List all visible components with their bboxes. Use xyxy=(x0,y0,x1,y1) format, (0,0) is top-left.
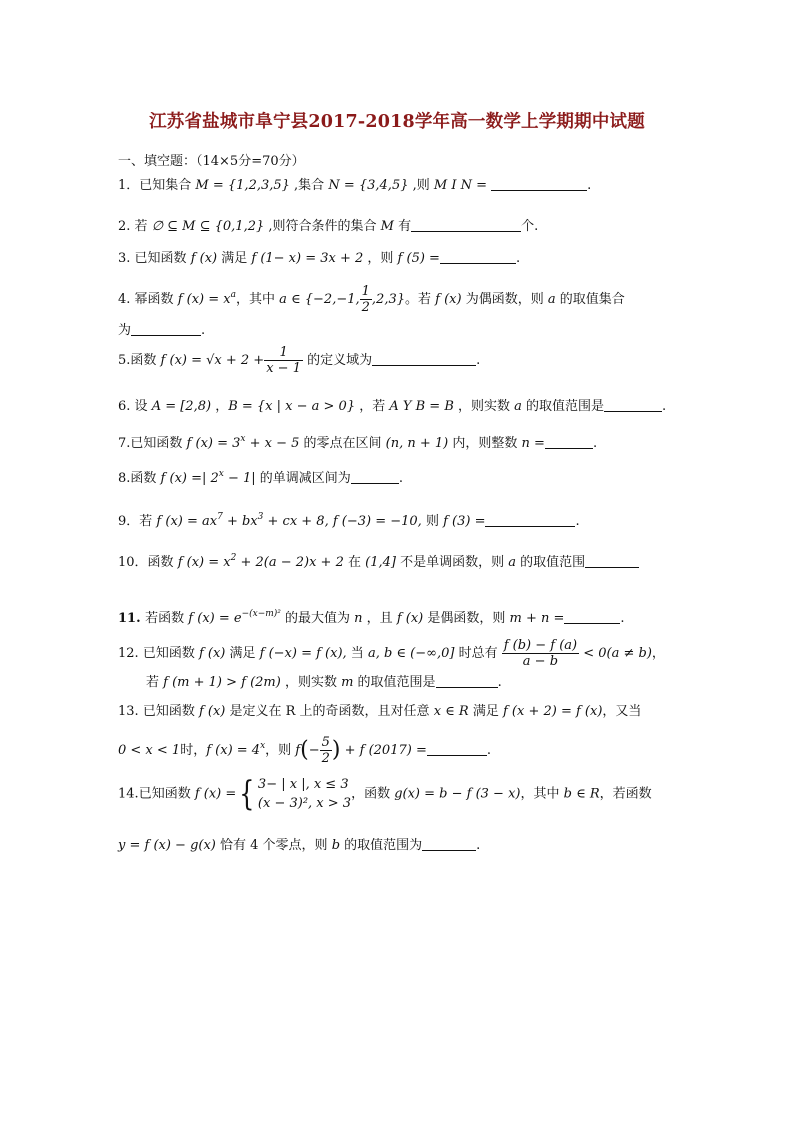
question-1 xyxy=(118,178,591,194)
text: 的最大值为 xyxy=(280,611,355,626)
text: 当 xyxy=(346,646,368,661)
piecewise-cases xyxy=(258,775,351,813)
text: 已知集合 xyxy=(139,178,196,193)
answer-blank[interactable] xyxy=(351,471,399,484)
math: + cx + 8, f (−3) = −10, xyxy=(263,514,422,529)
question-12-line-2 xyxy=(146,675,502,691)
text: . xyxy=(476,353,481,368)
text: . xyxy=(587,178,592,193)
question-5 xyxy=(118,345,480,376)
math: A = [2,8) xyxy=(151,399,212,414)
math: f (m + 1) > f (2m) xyxy=(163,675,281,690)
superscript: x xyxy=(218,469,224,479)
math: f (1− x) = 3x + 2 xyxy=(251,251,364,266)
question-number: 11. xyxy=(118,611,146,626)
text: . xyxy=(398,471,403,486)
text: 设 xyxy=(134,399,152,414)
math: b xyxy=(331,838,341,853)
text: 已知函数 xyxy=(138,786,195,802)
text: ，则 xyxy=(363,251,398,266)
superscript: x xyxy=(260,741,266,751)
text: 已知函数 xyxy=(142,646,199,661)
text: ，则实数 xyxy=(280,675,342,690)
text: 的取值范围为 xyxy=(340,838,423,853)
math: f (x) xyxy=(190,251,218,266)
answer-blank[interactable] xyxy=(440,251,516,264)
text: 函数 xyxy=(130,353,161,368)
answer-blank[interactable] xyxy=(564,611,620,624)
text: 是偶函数，则 xyxy=(423,611,510,626)
text: 有 xyxy=(393,219,412,234)
superscript: 2 xyxy=(230,553,237,563)
math: f (3) = xyxy=(443,514,486,529)
text: 内，则整数 xyxy=(448,436,522,451)
superscript: 7 xyxy=(217,512,223,522)
text: 函数 xyxy=(130,471,161,486)
answer-blank[interactable] xyxy=(411,219,521,232)
math: + f (2017) = xyxy=(340,743,427,758)
fraction-numerator: 5 xyxy=(321,735,330,750)
question-6 xyxy=(118,399,666,415)
fraction-numerator: 1 xyxy=(361,284,370,299)
question-number: 6. xyxy=(118,399,135,414)
text: 已知函数 xyxy=(134,251,191,266)
math: n = xyxy=(521,436,545,451)
fraction-denominator: 2 xyxy=(321,751,330,766)
math: y = f (x) − g(x) xyxy=(118,838,216,853)
math: b ∈ R xyxy=(563,786,600,802)
question-number: 2. xyxy=(118,219,135,234)
question-10 xyxy=(118,550,639,571)
answer-blank[interactable] xyxy=(372,353,476,366)
question-13-line-2 xyxy=(118,735,491,766)
math: N = {3,4,5} xyxy=(328,178,409,193)
math: f (x) = x xyxy=(177,292,231,307)
text: ,则符合条件的集合 xyxy=(264,219,381,234)
text: 的单调减区间为 xyxy=(255,471,351,486)
text: . xyxy=(201,323,206,338)
math: f (x) = e xyxy=(188,611,242,626)
question-number: 1． xyxy=(118,178,140,193)
text: 若函数 xyxy=(145,611,189,626)
math: M xyxy=(380,219,394,234)
math: ∅ ⊆ M ⊆ {0,1,2} xyxy=(151,219,265,234)
text: ， xyxy=(651,646,665,661)
math: f (x) = ax xyxy=(156,514,218,529)
case-2: (x − 3)², x > 3 xyxy=(257,796,352,811)
math: f (x) = 4 xyxy=(206,743,261,758)
text: 在 xyxy=(343,555,366,570)
text: 函数 xyxy=(147,555,178,570)
text: 若 xyxy=(134,219,152,234)
question-4 xyxy=(118,284,625,315)
case-1: 3− | x |, x ≤ 3 xyxy=(257,777,349,792)
math: f (x) xyxy=(396,611,424,626)
answer-blank[interactable] xyxy=(427,743,487,756)
math: n xyxy=(354,611,363,626)
fraction-denominator: a − b xyxy=(522,654,559,669)
question-2 xyxy=(118,219,538,235)
math: (1,4] xyxy=(365,555,396,570)
text: 为 xyxy=(118,323,132,338)
text: . xyxy=(575,514,580,529)
answer-blank[interactable] xyxy=(491,178,587,191)
text: ，则 xyxy=(265,743,296,758)
text: 若 xyxy=(139,514,157,529)
math: f (x) xyxy=(198,646,226,661)
math: f (x) xyxy=(198,704,226,719)
text: 个. xyxy=(521,219,539,234)
text: 时总有 xyxy=(454,646,502,661)
answer-blank[interactable] xyxy=(545,436,593,449)
question-number: 8. xyxy=(118,471,131,486)
question-number: 4. xyxy=(118,292,135,307)
text: 的取值范围 xyxy=(515,555,586,570)
question-number: 3. xyxy=(118,251,135,266)
math: m xyxy=(341,675,354,690)
question-14-line-2 xyxy=(118,838,480,854)
fraction-denominator: 2 xyxy=(361,300,370,315)
question-number: 14. xyxy=(118,786,139,802)
fraction-denominator: x − 1 xyxy=(266,361,301,376)
math: g(x) = b − f (3 − x) xyxy=(394,786,521,802)
question-number: 5. xyxy=(118,353,131,368)
math: f (−x) = f (x), xyxy=(259,646,347,661)
question-number: 9． xyxy=(118,514,140,529)
question-4-line-2 xyxy=(118,323,205,339)
math: a xyxy=(514,399,522,414)
text: ，其中 xyxy=(235,292,280,307)
fraction xyxy=(320,735,332,766)
text: 已知函数 xyxy=(130,436,187,451)
text: 满足 xyxy=(468,704,503,719)
text: 的零点在区间 xyxy=(299,436,386,451)
text: 的取值范围是 xyxy=(521,399,605,414)
left-brace: { xyxy=(239,774,255,814)
answer-blank[interactable] xyxy=(131,323,201,336)
section-header: 一、填空题：（14×5分=70分） xyxy=(118,154,305,169)
question-14 xyxy=(118,775,652,813)
text: 恰有 4 个零点，则 xyxy=(215,838,332,853)
math: B = {x | x − a > 0} xyxy=(228,399,356,414)
document-title: 江苏省盐城市阜宁县2017-2018学年高一数学上学期期中试题 xyxy=(149,112,645,132)
text: . xyxy=(620,611,625,626)
text: 满足 xyxy=(225,646,260,661)
superscript: 3 xyxy=(257,512,264,522)
math: − xyxy=(308,743,320,758)
math: m + n = xyxy=(509,611,565,626)
math: f (x) xyxy=(435,292,462,307)
text: ，且 xyxy=(362,611,397,626)
question-9 xyxy=(118,509,580,530)
text: ， xyxy=(211,399,229,414)
question-7 xyxy=(118,431,597,452)
question-number: 12. xyxy=(118,646,143,661)
text: 的取值范围是 xyxy=(353,675,436,690)
text: ,集合 xyxy=(289,178,329,193)
question-13 xyxy=(118,704,641,720)
math: 0 < x < 1 xyxy=(118,743,181,758)
math: f (x) = 3 xyxy=(186,436,241,451)
superscript: x xyxy=(240,434,246,444)
math: (n, n + 1) xyxy=(385,436,449,451)
text: ，又当 xyxy=(602,704,642,719)
math: + 2(a − 2)x + 2 xyxy=(236,555,344,570)
math: a xyxy=(547,292,556,307)
math: − 1| xyxy=(223,471,256,486)
text: 的定义域为 xyxy=(302,353,373,368)
text: . xyxy=(486,743,491,758)
text: 满足 xyxy=(217,251,252,266)
text: ,则 xyxy=(408,178,434,193)
text: 不是单调函数，则 xyxy=(395,555,509,570)
text: 。若 xyxy=(405,292,436,307)
answer-blank[interactable] xyxy=(485,514,575,527)
fraction xyxy=(264,345,303,376)
math: + bx xyxy=(222,514,258,529)
question-3 xyxy=(118,251,520,267)
question-12 xyxy=(118,638,665,669)
math: f (x + 2) = f (x) xyxy=(502,704,603,719)
math: ,2,3} xyxy=(371,292,405,307)
text: 若 xyxy=(146,675,164,690)
text: 为偶函数，则 xyxy=(461,292,548,307)
question-number: 13. xyxy=(118,704,143,719)
answer-blank[interactable] xyxy=(436,675,498,688)
math: a xyxy=(508,555,516,570)
fraction-numerator: f (b) − f (a) xyxy=(503,638,578,653)
superscript: −(x−m)² xyxy=(241,609,281,619)
text: . xyxy=(662,399,667,414)
text: 的取值集合 xyxy=(555,292,625,307)
fraction-numerator: 1 xyxy=(264,345,303,361)
text: . xyxy=(476,838,481,853)
question-number: 10． xyxy=(118,555,148,570)
text: ，其中 xyxy=(520,786,564,802)
fraction xyxy=(360,284,372,315)
text: 则 xyxy=(421,514,444,529)
math: x ∈ R xyxy=(433,704,469,719)
math: < 0(a ≠ b) xyxy=(579,646,652,661)
math: M I N = xyxy=(433,178,488,193)
math: f (x) = √x + 2 + xyxy=(160,353,265,368)
text: 时， xyxy=(180,743,207,758)
math: f (5) = xyxy=(397,251,440,266)
math: A Y B = B xyxy=(389,399,454,414)
answer-blank[interactable] xyxy=(422,838,476,851)
text: ，若 xyxy=(355,399,390,414)
math: f (x) =| 2 xyxy=(160,471,219,486)
question-number: 7. xyxy=(118,436,131,451)
text: 已知函数 xyxy=(142,704,199,719)
math: a ∈ {−2,−1, xyxy=(279,292,360,307)
text: ，则实数 xyxy=(453,399,515,414)
math: + x − 5 xyxy=(245,436,300,451)
text: . xyxy=(515,251,521,266)
math: f (x) = xyxy=(194,786,237,802)
math: a, b ∈ (−∞,0] xyxy=(367,646,455,661)
superscript: a xyxy=(230,290,236,300)
text: ，若函数 xyxy=(599,786,652,802)
text: 是定义在 R 上的奇函数，且对任意 xyxy=(225,704,434,719)
text: . xyxy=(497,675,502,690)
math: f xyxy=(295,743,301,758)
text: ，函数 xyxy=(351,786,395,802)
fraction xyxy=(502,638,579,669)
math: M = {1,2,3,5} xyxy=(195,178,290,193)
answer-blank[interactable] xyxy=(585,555,639,568)
question-8 xyxy=(118,466,403,487)
paren-close: ) xyxy=(331,737,341,763)
text: 幂函数 xyxy=(134,292,178,307)
text: . xyxy=(592,436,598,451)
paren-open: ( xyxy=(300,737,309,763)
question-11 xyxy=(118,606,625,627)
math: f (x) = x xyxy=(177,555,231,570)
answer-blank[interactable] xyxy=(604,399,662,412)
